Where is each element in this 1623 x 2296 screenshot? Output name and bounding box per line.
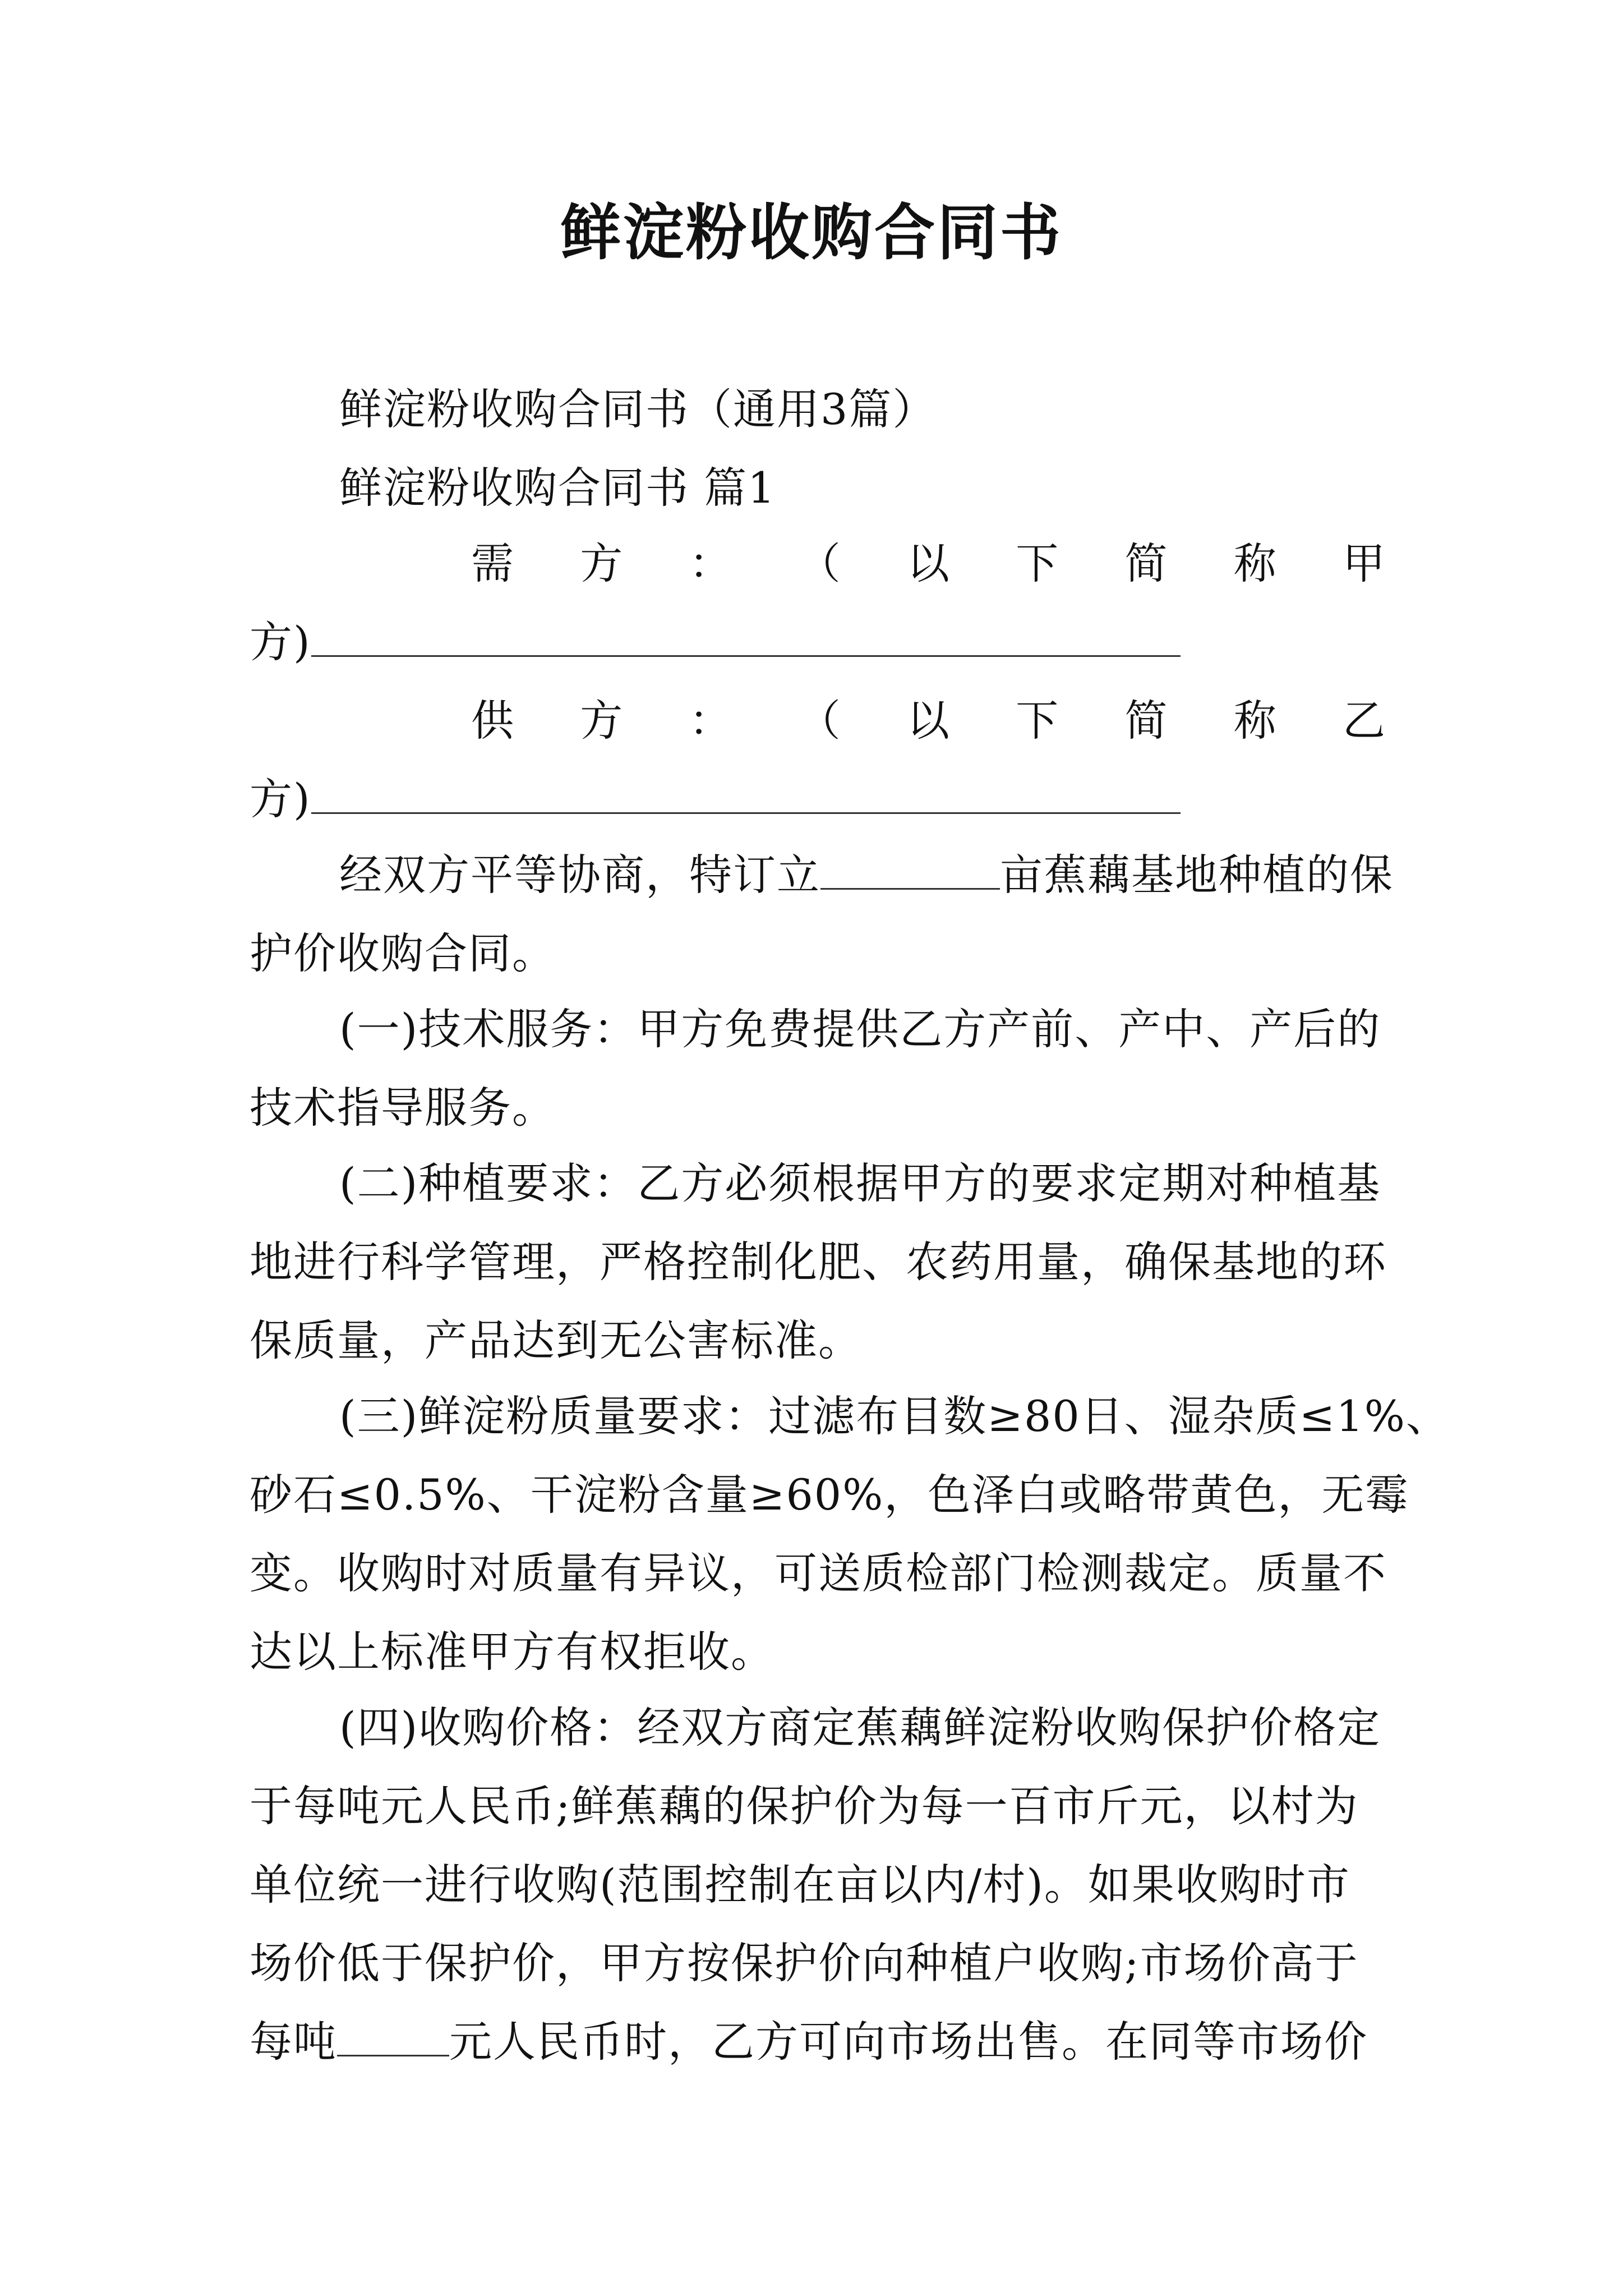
party-b-char: ： xyxy=(689,696,732,746)
party-b-tail: 方) xyxy=(250,774,311,824)
paragraph-4-line-3: 变。收购时对质量有异议，可送质检部门检测裁定。质量不 xyxy=(250,1548,1387,1598)
paragraph-5-line-2: 于每吨元人民币;鲜蕉藕的保护价为每一百市斤元，以村为 xyxy=(250,1781,1359,1831)
paragraph-5-line-5 xyxy=(250,2014,1368,2070)
party-a-char: 需 xyxy=(471,539,514,588)
party-b-char: 以 xyxy=(907,696,949,746)
party-a-char: （ xyxy=(797,539,841,588)
party-b-char: 称 xyxy=(1233,696,1276,746)
paragraph-3-line-2: 地进行科学管理，严格控制化肥、农药用量，确保基地的环 xyxy=(250,1237,1387,1287)
party-b-line xyxy=(250,771,1181,827)
party-b-char: 乙 xyxy=(1343,696,1385,746)
party-a-char: 称 xyxy=(1233,539,1276,588)
paragraph-3-line-1: (二)种植要求：乙方必须根据甲方的要求定期对种植基 xyxy=(339,1158,1381,1208)
party-b-char: 方 xyxy=(580,696,623,746)
party-a-char: 以 xyxy=(907,539,949,588)
party-a-tail: 方) xyxy=(250,617,311,667)
party-b-blank xyxy=(311,773,1181,814)
party-b-char: 简 xyxy=(1124,696,1168,746)
text-segment: 经双方平等协商，特订立 xyxy=(339,850,820,900)
party-a-char: 下 xyxy=(1016,539,1059,588)
paragraph-4-line-4: 达以上标准甲方有权拒收。 xyxy=(250,1627,774,1677)
paragraph-2-line-1: (一)技术服务：甲方免费提供乙方产前、产中、产后的 xyxy=(339,1004,1381,1054)
paragraph-1-line-1 xyxy=(339,847,1394,903)
text-segment: 元人民币时，乙方可向市场出售。在同等市场价 xyxy=(449,2017,1368,2067)
party-a-char: 甲 xyxy=(1343,539,1385,588)
text-segment: 每吨 xyxy=(250,2017,337,2067)
party-a-line xyxy=(250,614,1181,670)
party-b-char: （ xyxy=(797,696,841,746)
party-a-char: 简 xyxy=(1124,539,1168,588)
paragraph-4-line-2: 砂石≤0.5%、干淀粉含量≥60%，色泽白或略带黄色，无霉 xyxy=(250,1470,1409,1520)
document-subtitle: 鲜淀粉收购合同书（通用3篇） xyxy=(339,384,937,434)
party-b-char: 供 xyxy=(471,696,514,746)
party-a-blank xyxy=(311,616,1181,657)
acreage-blank xyxy=(820,849,1000,890)
text-segment: 亩蕉藕基地种植的保 xyxy=(1000,850,1394,900)
party-a-label xyxy=(471,536,1385,592)
party-b-char: 下 xyxy=(1016,696,1059,746)
paragraph-5-line-4: 场价低于保护价，甲方按保护价向种植户收购;市场价高于 xyxy=(250,1938,1359,1988)
party-a-char: 方 xyxy=(580,539,623,588)
document-title: 鲜淀粉收购合同书 xyxy=(560,197,1063,268)
paragraph-5-line-3: 单位统一进行收购(范围控制在亩以内/村)。如果收购时市 xyxy=(250,1860,1350,1910)
paragraph-4-line-1: (三)鲜淀粉质量要求：过滤布目数≥80日、湿杂质≤1%、 xyxy=(339,1391,1450,1441)
party-a-char: ： xyxy=(689,539,732,588)
paragraph-2-line-2: 技术指导服务。 xyxy=(250,1083,556,1133)
party-b-label xyxy=(471,693,1385,749)
paragraph-1-line-2: 护价收购合同。 xyxy=(250,928,556,978)
price-blank xyxy=(337,2016,449,2056)
paragraph-3-line-3: 保质量，产品达到无公害标准。 xyxy=(250,1315,862,1365)
paragraph-5-line-1: (四)收购价格：经双方商定蕉藕鲜淀粉收购保护价格定 xyxy=(339,1703,1381,1752)
section-heading: 鲜淀粉收购合同书 篇1 xyxy=(339,463,776,513)
